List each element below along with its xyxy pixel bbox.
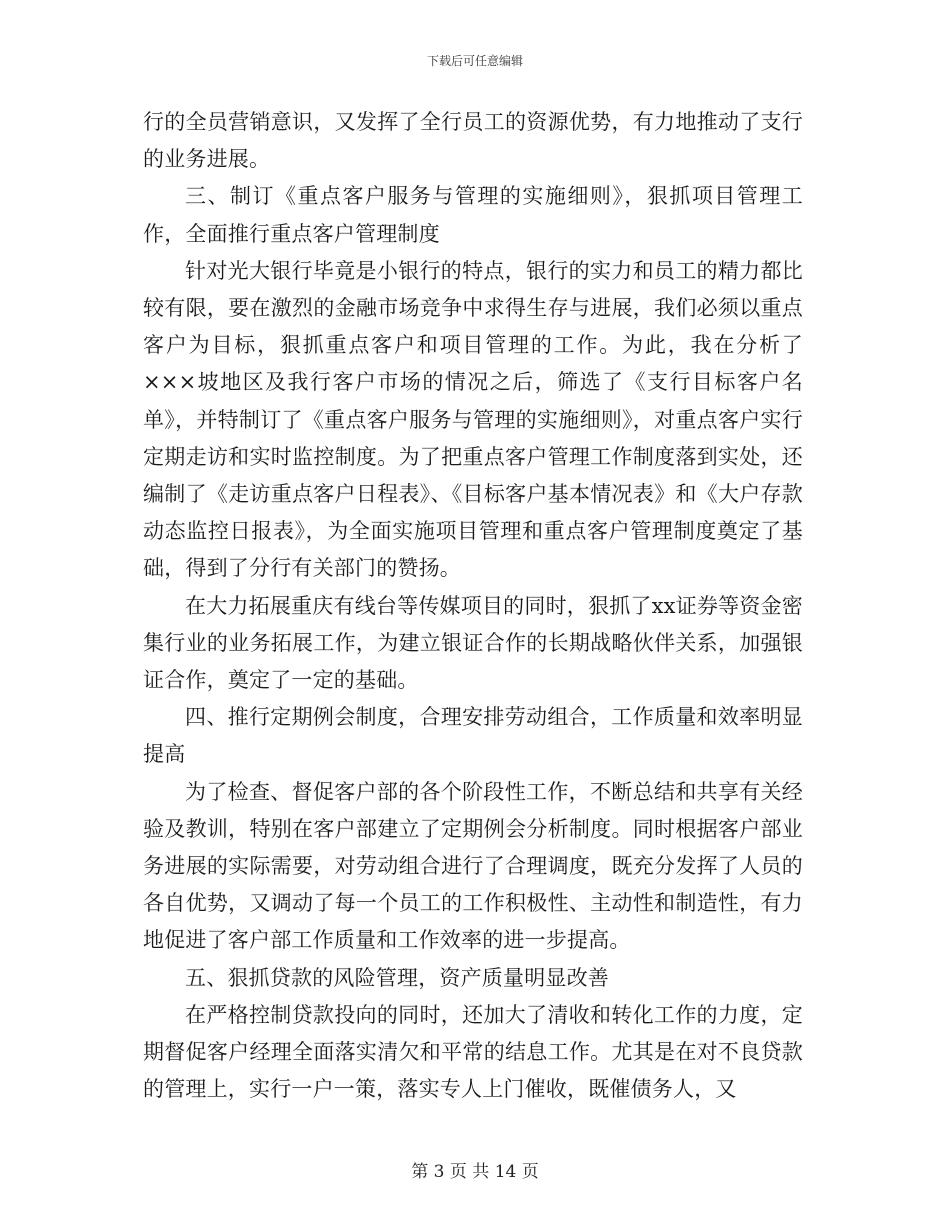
body-text bbox=[143, 104, 803, 1108]
section-heading-3: 三、制订《重点客户服务与管理的实施细则》，狠抓项目管理工作，全面推行重点客户管理制度 bbox=[143, 184, 803, 246]
page-number: 第 3 页 共 14 页 bbox=[411, 1162, 539, 1182]
section-heading-5: 五、狠抓贷款的风险管理，资产质量明显改善 bbox=[185, 965, 609, 990]
paragraph-0: 行的全员营销意识，又发挥了全行员工的资源优势，有力地推动了支行的业务进展。 bbox=[143, 110, 803, 172]
paragraph-3: 在大力拓展重庆有线台等传媒项目的同时，狠抓了xx证券等资金密集行业的业务拓展工作，为建立银证合作的长期战略伙伴关系，加强银证合作，奠定了一定的基础。 bbox=[143, 593, 803, 693]
paragraph-7: 在严格控制贷款投向的同时，还加大了清收和转化工作的力度，定期督促客户经理全面落实清欠和平常的结息工作。尤其是在对不良贷款的管理上，实行一户一策，落实专人上门催收，既催债务人，又 bbox=[143, 1002, 803, 1102]
paragraph-5: 为了检查、督促客户部的各个阶段性工作，不断总结和共享有关经验及教训，特别在客户部建立了定期例会分析制度。同时根据客户部业务进展的实际需要，对劳动组合进行了合理调度，既充分发挥了人员的各自优势，又调动了每一个员工的工作积极性、主动性和制造性，有力地促进了客户部工作质量和工作效率的进一步提高。 bbox=[143, 779, 803, 953]
paragraph-2: 针对光大银行毕竟是小银行的特点，银行的实力和员工的精力都比较有限，要在激烈的金融市场竞争中求得生存与进展，我们必须以重点客户为目标，狠抓重点客户和项目管理的工作。为此，我在分析了×××坡地区及我行客户市场的情况之后，筛选了《支行目标客户名单》，并特制订了《重点客户服务与管理的实施细则》，对重点客户实行定期走访和实时监控制度。为了把重点客户管理工作制度落到实处，还编制了《走访重点客户日程表》、《目标客户基本情况表》和《大户存款动态监控日报表》，为全面实施项目管理和重点客户管理制度奠定了基础，得到了分行有关部门的赞扬。 bbox=[143, 258, 803, 581]
section-heading-4: 四、推行定期例会制度，合理安排劳动组合，工作质量和效率明显提高 bbox=[143, 705, 803, 767]
page-header-note: 下载后可任意编辑 bbox=[426, 54, 523, 68]
